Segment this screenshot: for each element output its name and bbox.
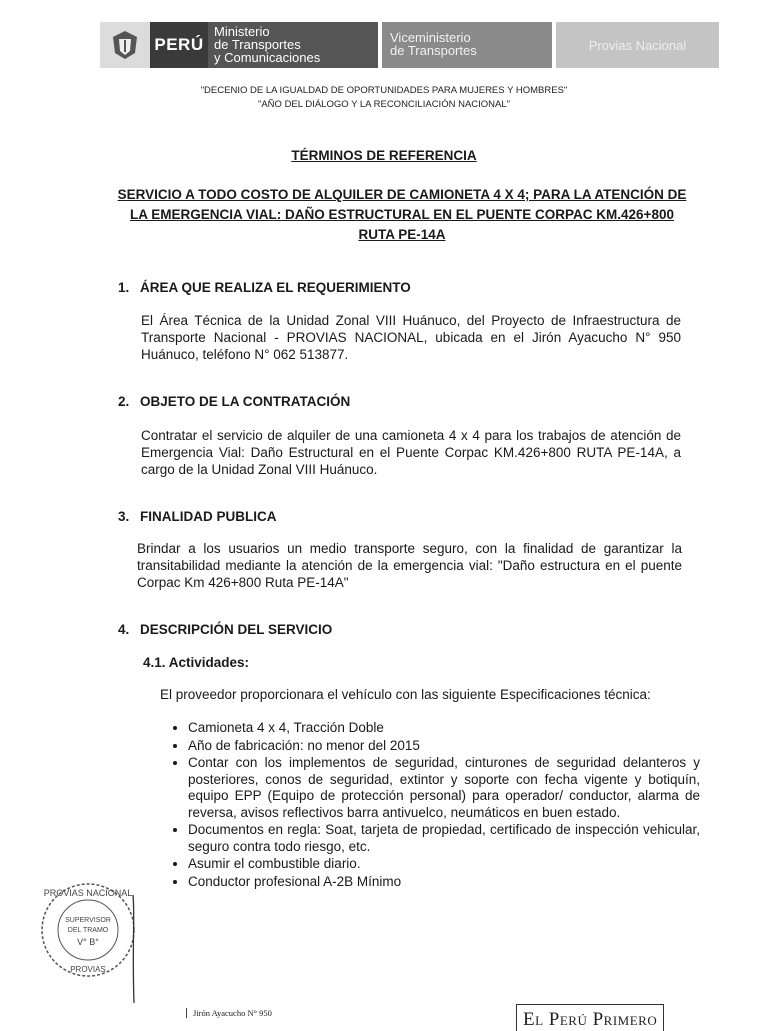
section-1-body: El Área Técnica de la Unidad Zonal VIII Huánuco, del Proyecto de Infraestructura de Transporte Nacional - PROVIAS NACIONAL, ubicada en el Jirón Ayacucho N° 950 Huánuco, teléfono N° 062 513877. bbox=[141, 313, 681, 362]
list-item: • Año de fabricación: no menor del 2015 bbox=[188, 738, 700, 755]
svg-text:PROVIAS: PROVIAS bbox=[70, 965, 106, 974]
specifications-list bbox=[170, 720, 700, 891]
ministry-label: Ministerio de Transportes y Comunicaciones bbox=[208, 22, 378, 68]
list-item: • Contar con los implementos de seguridad, cinturones de seguridad delanteros y posteriores, conos de seguridad, extintor y soporte con fecha vigente y botiquín, equipo EPP (Equipo de protección personal) para operador/ conductor, alarma de reversa, avisos reflectivos barra antivuelco, neumáticos en buen estado. bbox=[188, 755, 700, 821]
entity-label: Provias Nacional bbox=[556, 22, 719, 68]
decenio-text bbox=[0, 84, 768, 112]
list-item: • Conductor profesional A-2B Mínimo bbox=[188, 874, 700, 891]
signature-icon bbox=[132, 895, 134, 1003]
section-4-heading: 4. DESCRIPCIÓN DEL SERVICIO bbox=[118, 622, 333, 637]
svg-text:PROVIAS NACIONAL: PROVIAS NACIONAL bbox=[43, 888, 133, 898]
decenio-line-2: "AÑO DEL DIÁLOGO Y LA RECONCILIACIÓN NACIONAL" bbox=[257, 99, 511, 110]
section-1-heading: 1. ÁREA QUE REALIZA EL REQUERIMIENTO bbox=[118, 280, 411, 295]
list-item: • Documentos en regla: Soat, tarjeta de propiedad, certificado de inspección vehicular, seguro contra todo riesgo, etc. bbox=[188, 822, 700, 855]
service-title: SERVICIO A TODO COSTO DE ALQUILER DE CAMIONETA 4 X 4; PARA LA ATENCIÓN DE LA EMERGENCIA VIAL: DAÑO ESTRUCTURAL EN EL PUENTE CORPAC KM.426+800 RUTA PE-14A bbox=[117, 187, 687, 242]
section-3-body: Brindar a los usuarios un medio transporte seguro, con la finalidad de garantizar la transitabilidad mediante la atención de la emergencia vial: "Daño estructura en el puente Corpac Km 426+800 Ruta PE-14A" bbox=[137, 541, 682, 590]
svg-text:V° B°: V° B° bbox=[77, 937, 99, 947]
footer-address: Jirón Ayacucho N° 950 bbox=[186, 1008, 272, 1018]
country-label: PERÚ bbox=[150, 22, 208, 68]
list-item: • Camioneta 4 x 4, Tracción Doble bbox=[188, 720, 700, 737]
footer-motto: El Perú Primero bbox=[516, 1004, 664, 1031]
coat-of-arms-icon bbox=[100, 22, 150, 68]
document-title: TÉRMINOS DE REFERENCIA bbox=[291, 148, 477, 163]
svg-text:DEL TRAMO: DEL TRAMO bbox=[67, 927, 109, 934]
svg-text:SUPERVISOR: SUPERVISOR bbox=[65, 917, 111, 924]
approval-stamp bbox=[38, 880, 138, 980]
subsection-4-1-heading: 4.1. Actividades: bbox=[143, 655, 250, 670]
header-banner bbox=[100, 22, 719, 68]
viceministry-label: Viceministerio de Transportes bbox=[382, 22, 552, 68]
section-3-heading: 3. FINALIDAD PUBLICA bbox=[118, 509, 277, 524]
decenio-line-1: "DECENIO DE LA IGUALDAD DE OPORTUNIDADES PARA MUJERES Y HOMBRES" bbox=[200, 85, 568, 96]
section-2-body: Contratar el servicio de alquiler de una camioneta 4 x 4 para los trabajos de atención de Emergencia Vial: Daño Estructural en el Puente Corpac KM.426+800 RUTA PE-14A, a cargo de la Unidad Zonal VIII Huánuco. bbox=[141, 428, 681, 477]
subsection-intro: El proveedor proporcionara el vehículo con las siguiente Especificaciones técnica: bbox=[160, 687, 651, 702]
list-item: • Asumir el combustible diario. bbox=[188, 856, 700, 873]
section-2-heading: 2. OBJETO DE LA CONTRATACIÓN bbox=[118, 394, 351, 409]
